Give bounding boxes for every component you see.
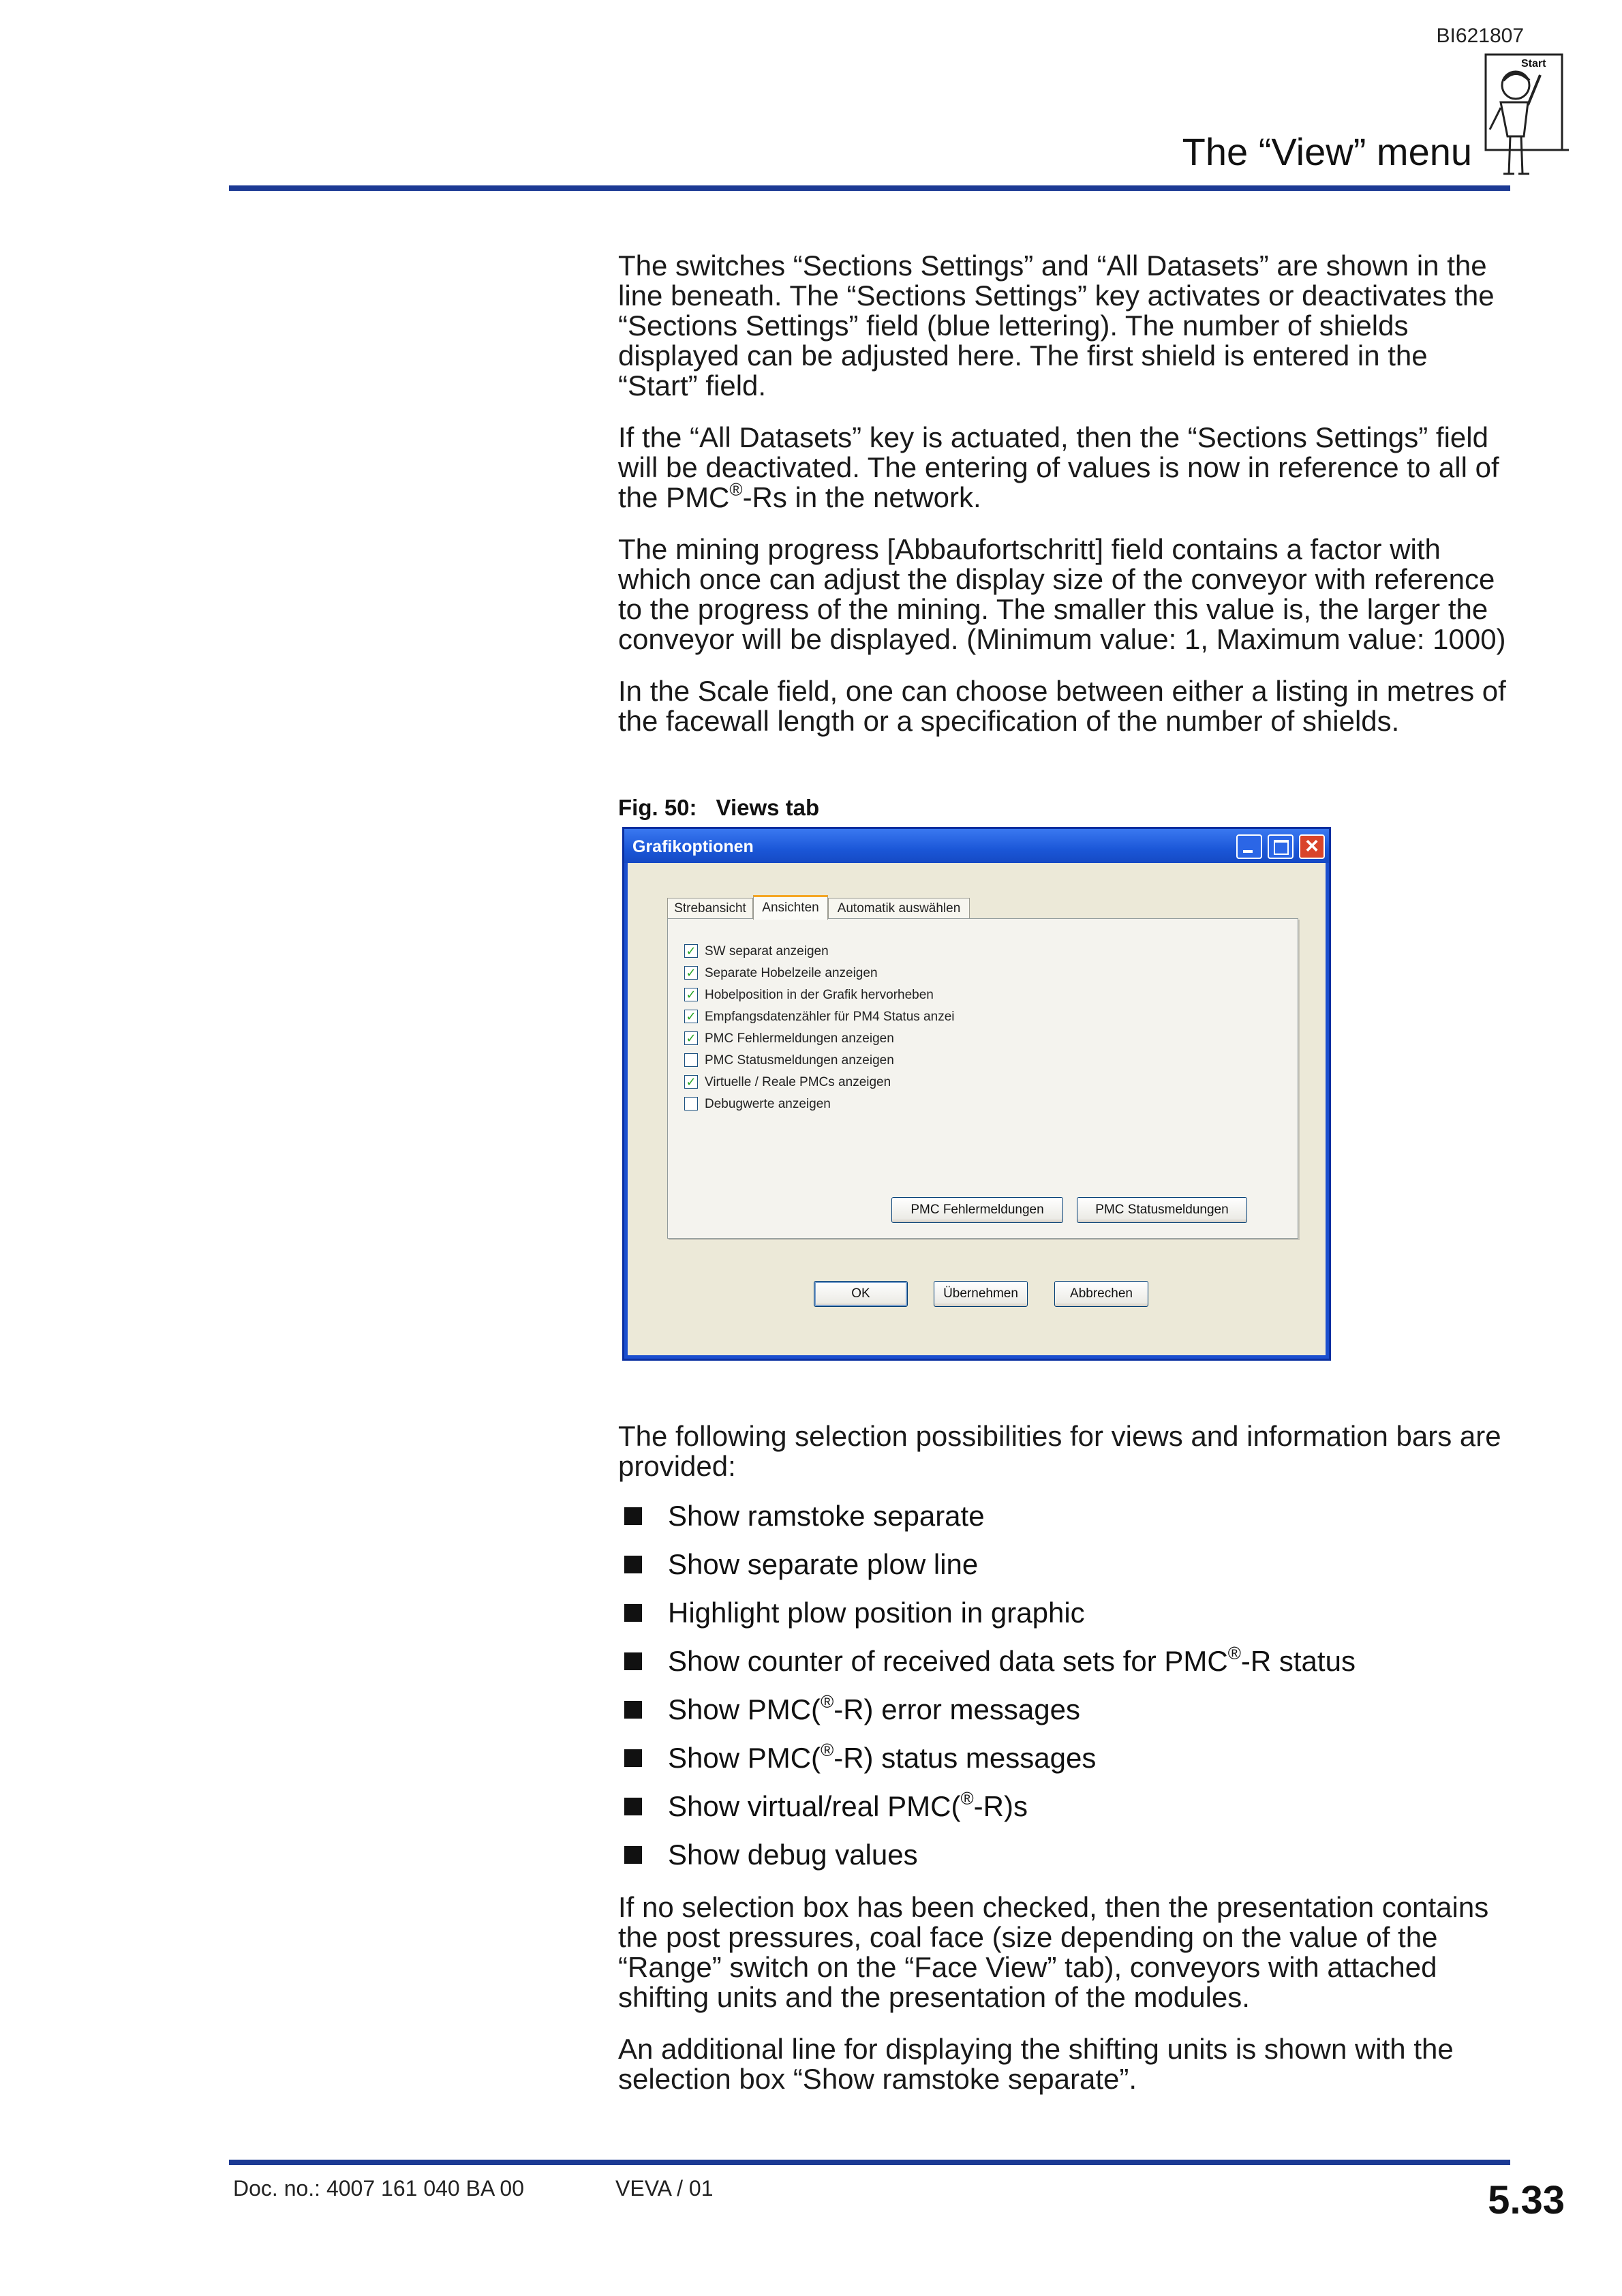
document-id: BI621807: [1436, 25, 1524, 47]
version-label: VEVA / 01: [615, 2176, 714, 2201]
checkbox-box[interactable]: ✓: [684, 966, 698, 980]
footer-rule: [229, 2160, 1510, 2165]
bullet-icon: [624, 1749, 642, 1767]
apply-button[interactable]: Übernehmen: [934, 1281, 1028, 1307]
page-number: 5.33: [1488, 2178, 1565, 2222]
cancel-button[interactable]: Abbrechen: [1054, 1281, 1148, 1307]
bullet-icon: [624, 1701, 642, 1719]
close-icon[interactable]: ×: [1299, 834, 1325, 859]
page-title: The “View” menu: [1182, 130, 1472, 173]
figure-number: Fig. 50:: [618, 795, 697, 820]
paragraph: The switches “Sections Settings” and “All Datasets” are shown in the line beneath. The “Sections Settings” key activates or deactivates the “Sections Settings” field (blue lettering). The number of shields displayed can be adjusted here. The first shield is entered in the “Start” field.: [618, 250, 1495, 402]
grafikoptionen-dialog: [622, 827, 1331, 1361]
intro-text: [618, 251, 1511, 758]
dialog-titlebar: [624, 829, 1329, 863]
bullet-icon: [624, 1798, 642, 1815]
paragraph: An additional line for displaying the shifting units is shown with the selection box “Show ramstoke separate”.: [618, 2033, 1454, 2095]
paragraph: The following selection possibilities for views and information bars are provided:: [618, 1420, 1501, 1482]
ok-button[interactable]: OK: [814, 1281, 908, 1307]
tab-strebansicht[interactable]: Strebansicht: [667, 898, 753, 918]
closing-text: [618, 1892, 1511, 2116]
dialog-body: [628, 863, 1326, 1355]
options-intro: [618, 1421, 1511, 1503]
paragraph: In the Scale field, one can choose between either a listing in metres of the facewall length or a specification of the number of shields.: [618, 675, 1506, 737]
bullet-icon: [624, 1556, 642, 1573]
bullet-icon: [624, 1604, 642, 1622]
checkbox-box[interactable]: ✓: [684, 1010, 698, 1023]
figure-title: Views tab: [716, 795, 820, 820]
tab-ansichten[interactable]: Ansichten: [753, 895, 828, 920]
checkbox-box[interactable]: ✓: [684, 1075, 698, 1089]
pmc-statusmeldungen-button[interactable]: PMC Statusmeldungen: [1077, 1197, 1247, 1223]
tab-panel: ✓ SW separat anzeigen ✓ Separate Hobelzeile anzeigen ✓ Hobelposition in der Grafik hervorheben ✓ Empfangsdatenzähler für PM4 Status anzei ✓ PMC Fehlermeldungen anzeigen PMC Statusmeldungen anzeigen ✓ Virtuelle / Reale PMCs anzeigen Debugwerte anzeigen PMC Fehlermeldungen PMC Statusmeldungen: [667, 918, 1298, 1239]
checkbox-box[interactable]: ✓: [684, 988, 698, 1001]
bullet-icon: [624, 1652, 642, 1670]
paragraph: If the “All Datasets” key is actuated, then the “Sections Settings” field will be deactivated. The entering of values is now in reference to all of the PMC®-Rs in the network.: [618, 421, 1499, 513]
checkbox-box[interactable]: ✓: [684, 1031, 698, 1045]
bullet-icon: [624, 1507, 642, 1525]
checkbox-box[interactable]: [684, 1097, 698, 1111]
checkbox-box[interactable]: [684, 1053, 698, 1067]
tab-automatik-auswaehlen[interactable]: Automatik auswählen: [828, 898, 970, 918]
pmc-fehlermeldungen-button[interactable]: PMC Fehlermeldungen: [891, 1197, 1063, 1223]
miner-logo-icon: [1480, 48, 1569, 184]
paragraph: The mining progress [Abbaufortschritt] field contains a factor with which once can adjust the display size of the conveyor with reference to the progress of the mining. The smaller this value is, the larger the conveyor will be displayed. (Minimum value: 1, Maximum value: 1000): [618, 533, 1506, 655]
document-number: Doc. no.: 4007 161 040 BA 00: [233, 2176, 524, 2201]
dialog-title: Grafikoptionen: [632, 837, 754, 856]
paragraph: If no selection box has been checked, then the presentation contains the post pressures, coal face (size depending on the value of the “Range” switch on the “Face View” tab), conveyors with attached shifting units and the presentation of the modules.: [618, 1891, 1489, 2013]
figure-caption: [618, 795, 819, 821]
header-rule: [229, 185, 1510, 191]
checkbox-box[interactable]: ✓: [684, 944, 698, 958]
minimize-icon[interactable]: [1236, 834, 1262, 859]
logo-start-text: Start: [1521, 58, 1546, 70]
maximize-icon[interactable]: [1268, 834, 1294, 859]
bullet-icon: [624, 1846, 642, 1864]
